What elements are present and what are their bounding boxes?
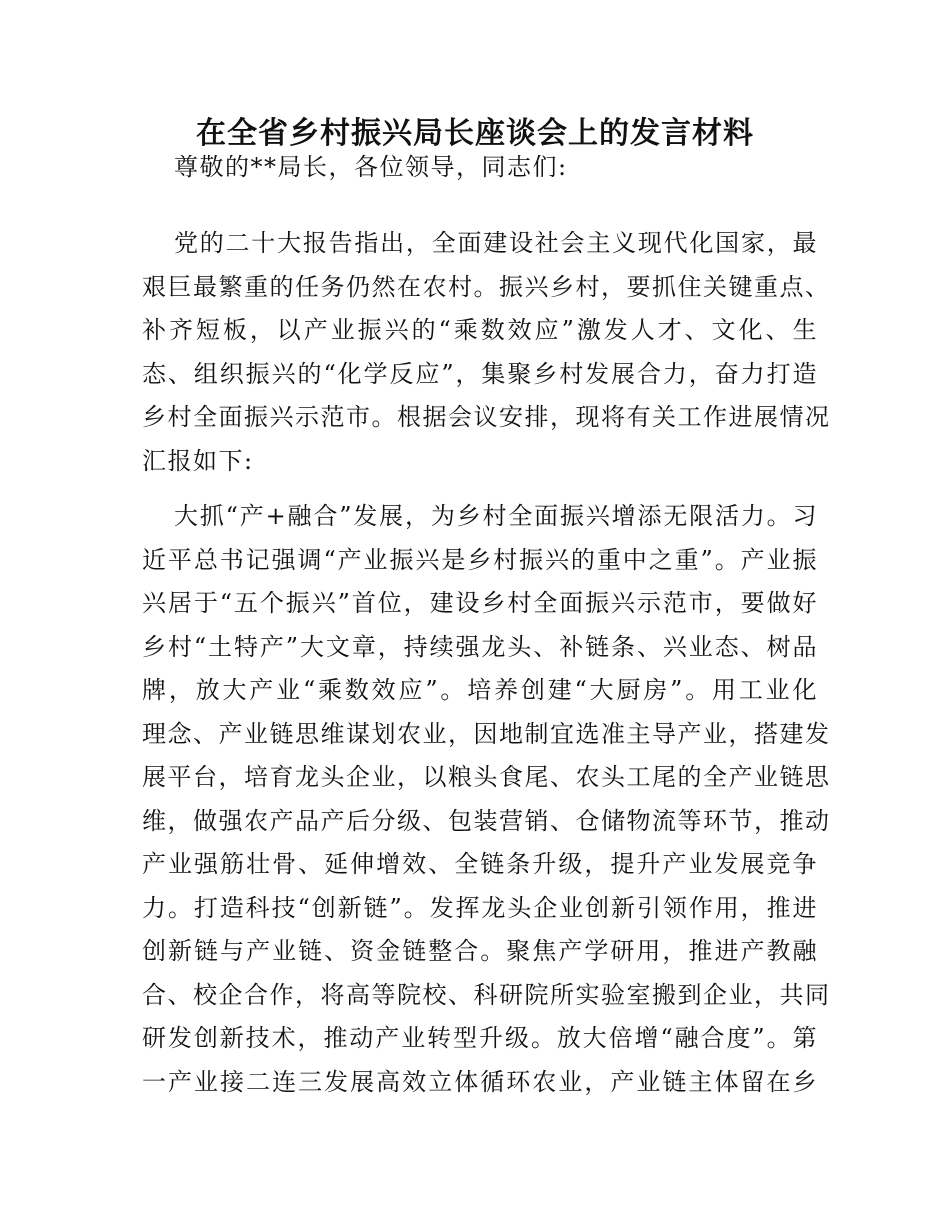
paragraph-1-line: 态、组织振兴的“化学反应”，集聚乡村发展合力，奋力打造 xyxy=(142,359,818,388)
paragraph-2-line: 合、校企合作，将高等院校、科研院所实验室搬到企业，共同 xyxy=(142,980,831,1009)
paragraph-1-line: 乡村全面振兴示范市。根据会议安排，现将有关工作进展情况 xyxy=(142,403,831,431)
paragraph-2-line: 展平台，培育龙头企业，以粮头食尾、农头工尾的全产业链思 xyxy=(142,763,831,791)
paragraph-2-line: 乡村“土特产”大文章，持续强龙头、补链条、兴业态、树品 xyxy=(142,632,818,661)
greeting-paragraph xyxy=(142,146,818,190)
paragraph-2-line: 研发创新技术，推动产业转型升级。放大倍增“融合度”。第 xyxy=(142,1024,818,1052)
paragraph-2-line: 一产业接二连三发展高效立体循环农业，产业链主体留在乡 xyxy=(142,1067,818,1096)
paragraph-1 xyxy=(142,222,831,483)
paragraph-2 xyxy=(142,495,831,1104)
paragraph-2-line: 创新链与产业链、资金链整合。聚焦产学研用，推进产教融 xyxy=(142,937,818,965)
paragraph-2-line: 维，做强农产品产后分级、包装营销、仓储物流等环节，推动 xyxy=(142,806,831,835)
document-title: 在全省乡村振兴局长座谈会上的发言材料 xyxy=(196,116,754,151)
paragraph-2-line: 力。打造科技“创新链”。发挥龙头企业创新引领作用，推进 xyxy=(142,893,818,922)
paragraph-1-line: 汇报如下: xyxy=(142,446,254,475)
paragraph-2-line: 大抓“产+融合”发展，为乡村全面振兴增添无限活力。习 xyxy=(174,502,818,530)
paragraph-1-line: 艰巨最繁重的任务仍然在农村。振兴乡村，要抓住关键重点、 xyxy=(142,272,831,301)
greeting-line: 尊敬的**局长，各位领导，同志们: xyxy=(174,153,568,181)
paragraph-2-line: 近平总书记强调“产业振兴是乡村振兴的重中之重”。产业振 xyxy=(142,545,818,574)
paragraph-2-line: 兴居于“五个振兴”首位，建设乡村全面振兴示范市，要做好 xyxy=(142,589,818,617)
paragraph-1-line: 党的二十大报告指出，全面建设社会主义现代化国家，最 xyxy=(174,229,818,257)
paragraph-2-line: 牌，放大产业“乘数效应”。培养创建“大厨房”。用工业化 xyxy=(142,676,818,704)
paragraph-2-line: 理念、产业链思维谋划农业，因地制宜选准主导产业，搭建发 xyxy=(142,719,831,748)
paragraph-1-line: 补齐短板，以产业振兴的“乘数效应”激发人才、文化、生 xyxy=(142,316,818,344)
paragraph-2-line: 产业强筋壮骨、延伸增效、全链条升级，提升产业发展竞争 xyxy=(142,850,818,878)
